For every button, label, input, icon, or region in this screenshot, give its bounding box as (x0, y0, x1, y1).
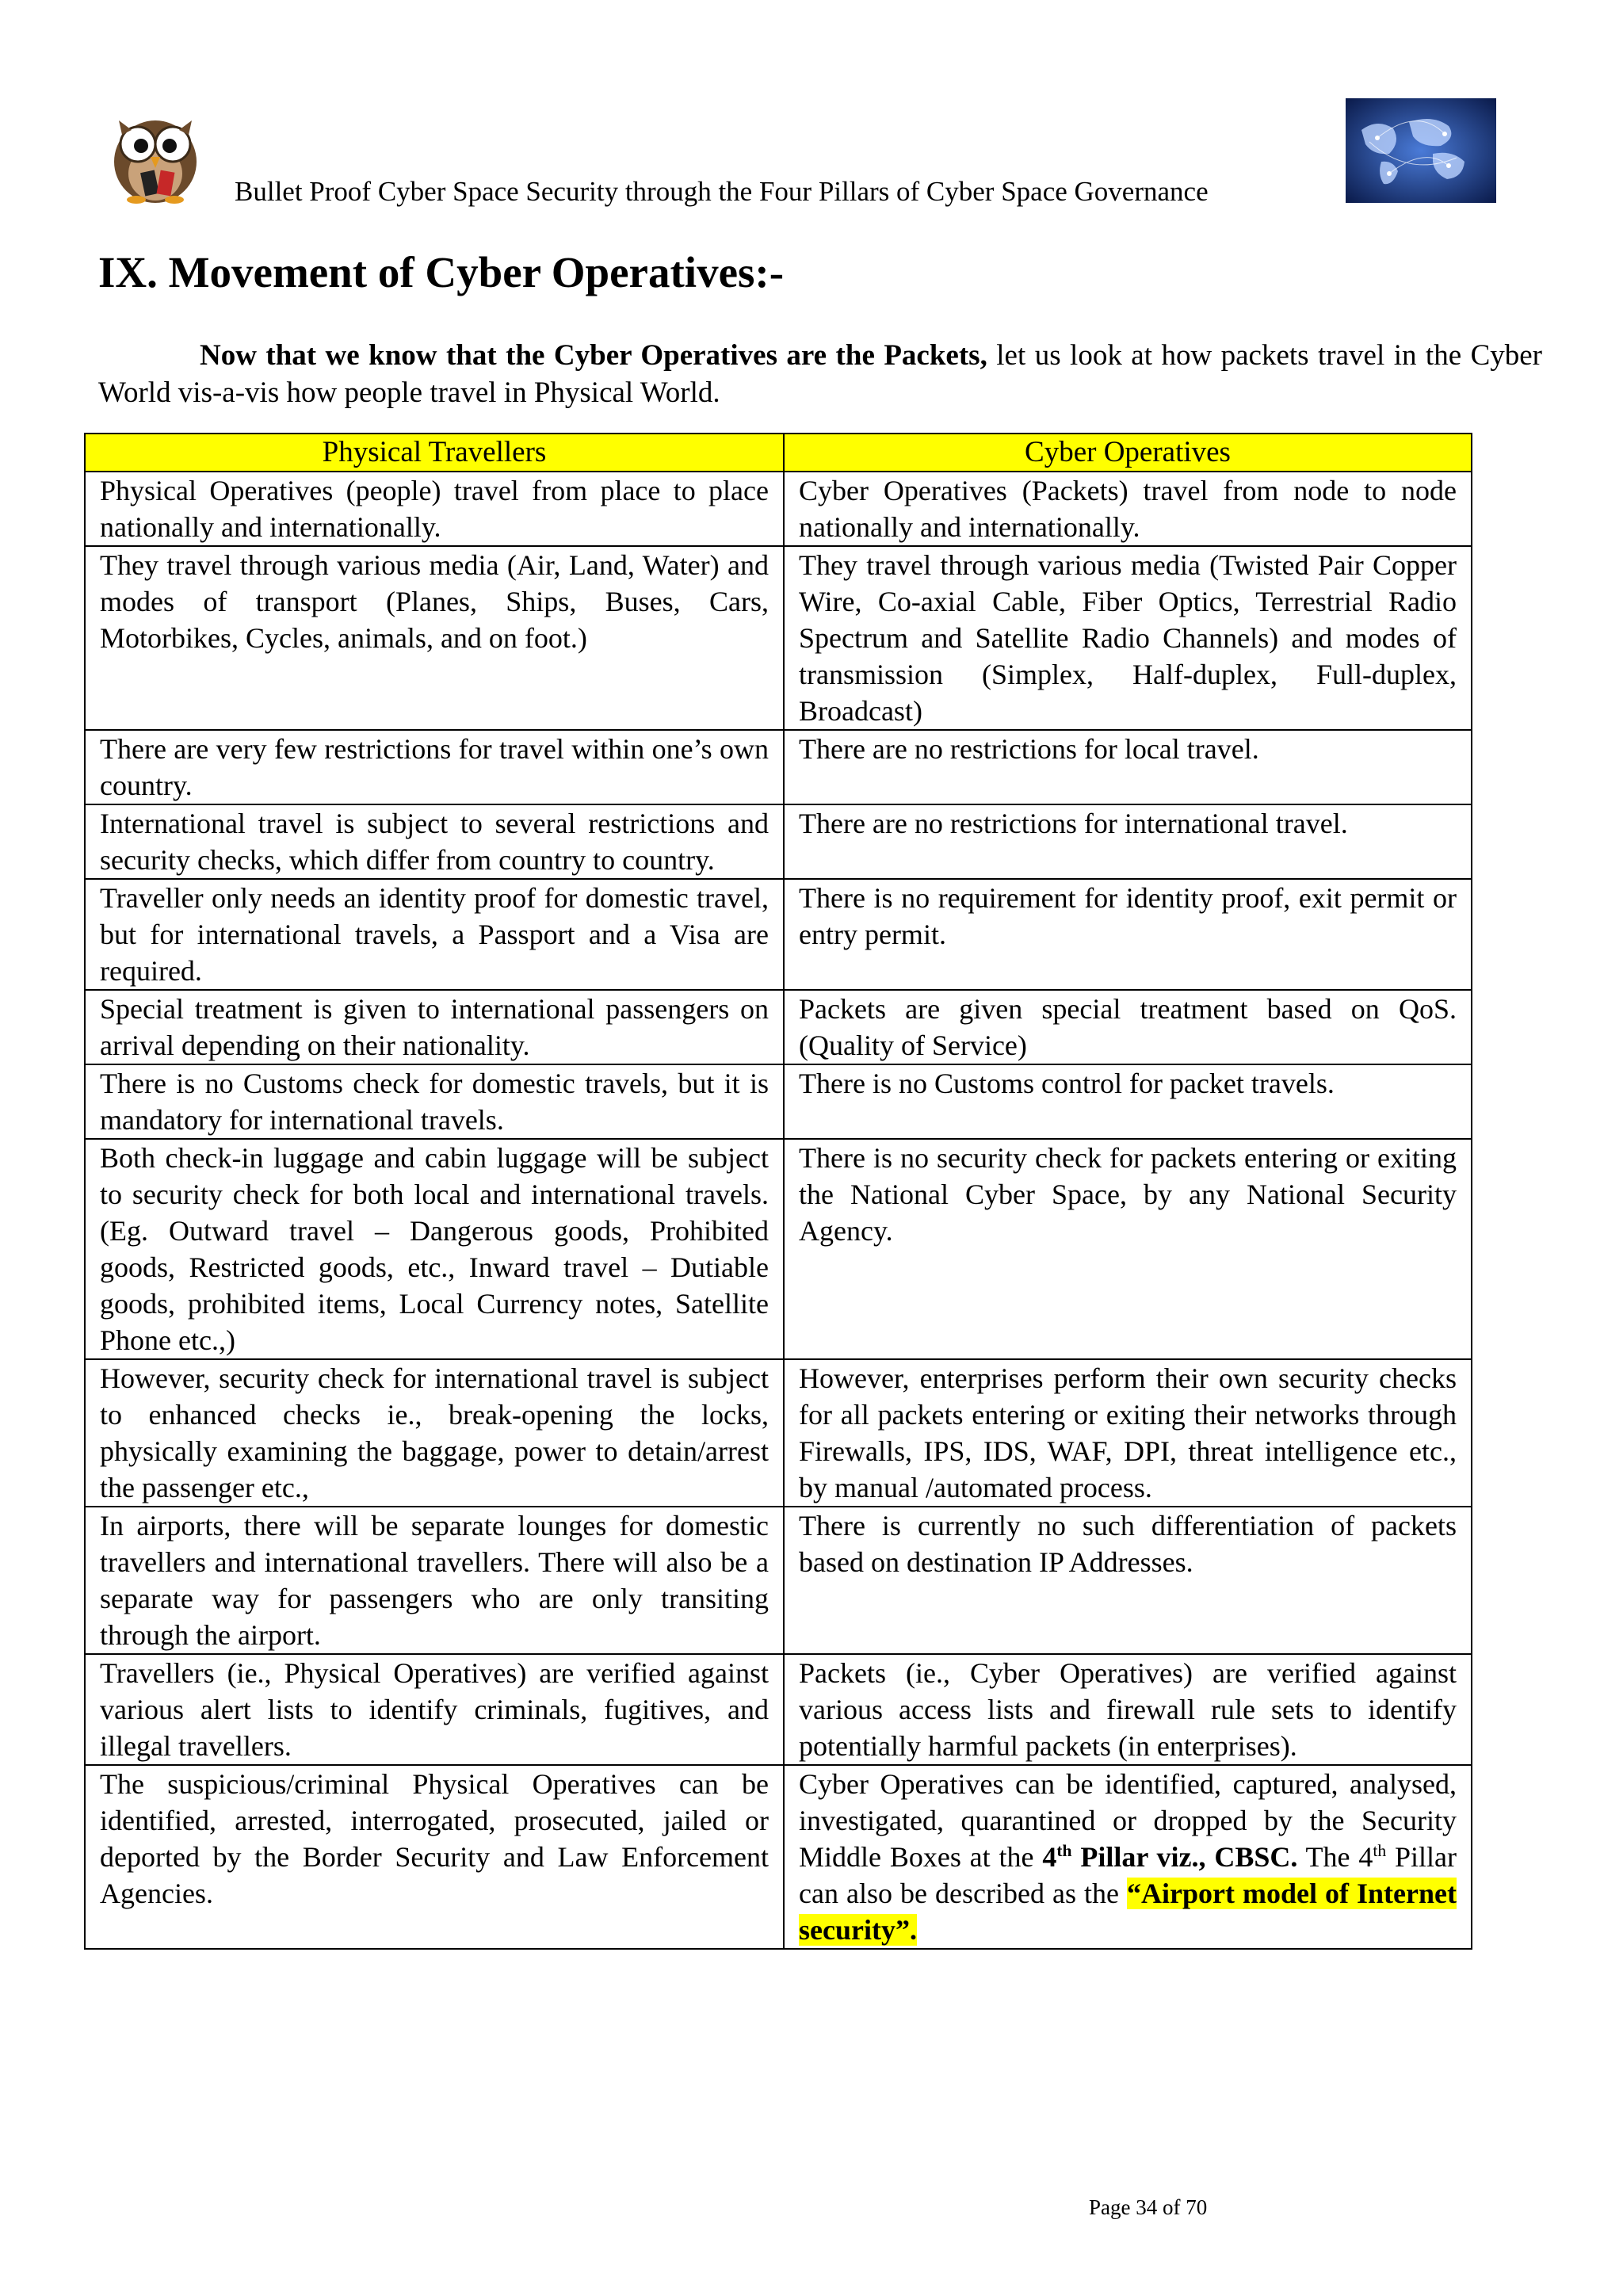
table-cell: However, enterprises perform their own security checks for all packets entering or exiting their networks through Firewalls, IPS, IDS, WAF, DPI, threat intelligence etc., by manual /automated process. (784, 1359, 1472, 1507)
ordinal-suffix: th (1056, 1841, 1072, 1860)
table-row (85, 1139, 1472, 1359)
column-header-physical-travellers: Physical Travellers (85, 434, 784, 472)
table-row (85, 1765, 1472, 1949)
comparison-table (84, 433, 1472, 1950)
last-cell-text-3: Pillar can also be described as the (799, 1841, 1457, 1909)
table-cell: There is no Customs check for domestic travels, but it is mandatory for international travels. (85, 1064, 784, 1139)
table-row (85, 472, 1472, 546)
table-cell: There are very few restrictions for travel within one’s own country. (85, 730, 784, 804)
table-cell: There are no restrictions for international travel. (784, 804, 1472, 879)
owl-logo (101, 98, 209, 206)
table-cell: Packets are given special treatment based on QoS. (Quality of Service) (784, 990, 1472, 1064)
table-cell: Travellers (ie., Physical Operatives) are verified against various alert lists to identify criminals, fugitives, and illegal travellers. (85, 1654, 784, 1765)
last-cell-text: Cyber Operatives can be identified, captured, analysed, investigated, quarantined or dropped by the Security Middle Boxes at the (799, 1768, 1457, 1873)
table-row (85, 1507, 1472, 1654)
table-cell: There is no security check for packets entering or exiting the National Cyber Space, by any National Security Agency. (784, 1139, 1472, 1359)
column-header-cyber-operatives: Cyber Operatives (784, 434, 1472, 472)
table-cell: In airports, there will be separate lounges for domestic travellers and international travellers. There will also be a separate way for passengers who are only transiting through the airport. (85, 1507, 784, 1654)
airport-model-highlight: “Airport model of Internet security”. (799, 1878, 1457, 1946)
table-row (85, 1654, 1472, 1765)
table-cell: Special treatment is given to international passengers on arrival depending on their nationality. (85, 990, 784, 1064)
table-cell: The suspicious/criminal Physical Operatives can be identified, arrested, interrogated, prosecuted, jailed or deported by the Border Security and Law Enforcement Agencies. (85, 1765, 784, 1949)
table-row (85, 804, 1472, 879)
table-row (85, 879, 1472, 990)
intro-bold-text: Now that we know that the Cyber Operatives are the Packets, (200, 339, 987, 372)
world-network-logo (1346, 98, 1496, 203)
table-cell: However, security check for international travel is subject to enhanced checks ie., break-opening the locks, physically examining the baggage, power to detain/arrest the passenger etc., (85, 1359, 784, 1507)
table-cell-last (784, 1765, 1472, 1949)
document-header-title: Bullet Proof Cyber Space Security through the Four Pillars of Cyber Space Governance (235, 176, 1209, 207)
table-cell: International travel is subject to several restrictions and security checks, which differ from country to country. (85, 804, 784, 879)
table-cell: Cyber Operatives (Packets) travel from node to node nationally and internationally. (784, 472, 1472, 546)
table-cell: There is currently no such differentiation of packets based on destination IP Addresses. (784, 1507, 1472, 1654)
owl-mascot-icon (101, 98, 209, 206)
table-cell: Both check-in luggage and cabin luggage will be subject to security check for both local and international travels. (Eg. Outward travel – Dangerous goods, Prohibited goods, Restricted goods, etc., Inward travel – Dutiable goods, prohibited items, Local Currency notes, Satellite Phone etc.,) (85, 1139, 784, 1359)
table-cell: There is no requirement for identity proof, exit permit or entry permit. (784, 879, 1472, 990)
table-cell: They travel through various media (Air, Land, Water) and modes of transport (Planes, Ships, Buses, Cars, Motorbikes, Cycles, animals, and on foot.) (85, 546, 784, 730)
table-row (85, 1359, 1472, 1507)
world-map-icon (1346, 98, 1496, 203)
table-row (85, 730, 1472, 804)
ordinal-suffix-2: th (1373, 1841, 1387, 1860)
intro-text: let us look at how packets travel in the Cyber World vis-a-vis how people travel in Physical World. (98, 339, 1542, 409)
table-cell: There is no Customs control for packet travels. (784, 1064, 1472, 1139)
table-cell: There are no restrictions for local travel. (784, 730, 1472, 804)
pillar-name: Pillar viz., CBSC. (1071, 1841, 1298, 1873)
table-cell: Packets (ie., Cyber Operatives) are verified against various access lists and firewall rule sets to identify potentially harmful packets (in enterprises). (784, 1654, 1472, 1765)
section-heading: IX. Movement of Cyber Operatives:- (98, 248, 785, 296)
page-number: Page 34 of 70 (1089, 2195, 1208, 2219)
table-cell: Traveller only needs an identity proof for domestic travel, but for international travels, a Passport and a Visa are required. (85, 879, 784, 990)
table-cell: They travel through various media (Twisted Pair Copper Wire, Co-axial Cable, Fiber Optics, Terrestrial Radio Spectrum and Satellite Radio Channels) and modes of transmission (Simplex, Half-duplex, Full-duplex, Broadcast) (784, 546, 1472, 730)
intro-paragraph (98, 337, 1542, 411)
table-cell: Physical Operatives (people) travel from place to place nationally and internationally. (85, 472, 784, 546)
last-cell-text-2: The 4 (1297, 1841, 1373, 1873)
table-header-row (85, 434, 1472, 472)
table-row (85, 1064, 1472, 1139)
pillar-ordinal: 4 (1042, 1841, 1057, 1873)
table-row (85, 990, 1472, 1064)
table-row (85, 546, 1472, 730)
